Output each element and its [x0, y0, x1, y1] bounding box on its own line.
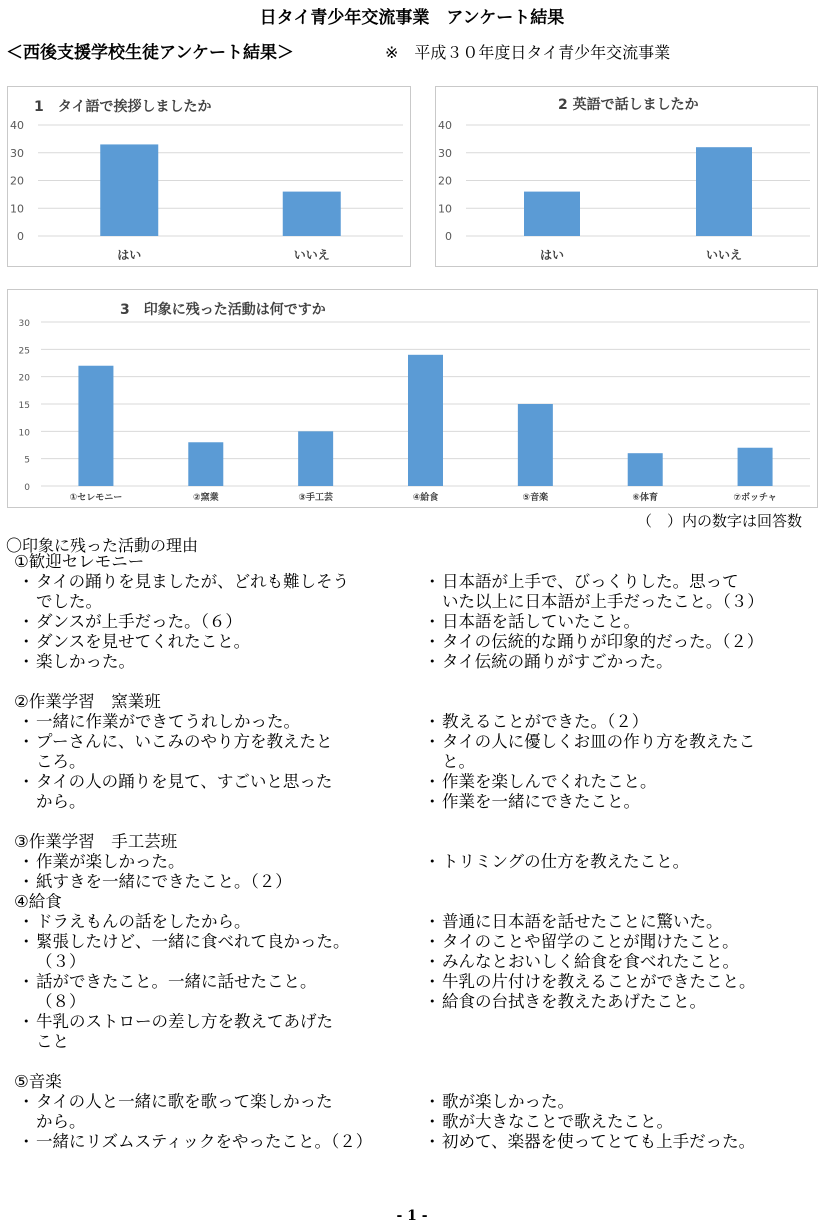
answer-count-note: （ ）内の数字は回答数 [636, 512, 802, 530]
y-tick-label: 30 [438, 146, 452, 160]
reason-item [18, 1012, 404, 1052]
reason-item [424, 732, 818, 772]
reason-item [18, 572, 404, 612]
reason-line: ・ 一緒にリズムスティックをやったこと。（２） [36, 1132, 373, 1151]
bar [408, 355, 443, 486]
y-tick-label: 20 [438, 174, 452, 188]
chart-memorable-activity [7, 289, 818, 508]
reason-line: から。 [36, 792, 86, 811]
reason-line: いた以上に日本語が上手だったこと。（３） [442, 592, 764, 611]
reason-line: ・ タイの人に優しくお皿の作り方を教えたこ [442, 732, 756, 751]
reason-item [18, 632, 404, 652]
reason-line: ・ タイのことや留学のことが聞けたこと。 [442, 932, 739, 951]
category-title: ①歓迎セレモニー [14, 552, 145, 571]
reasons-grid [6, 912, 818, 1052]
chart-greeting-thai [7, 86, 411, 267]
chart-title: 1 タイ語で挨拶しましたか [34, 99, 212, 115]
x-category-label: いいえ [293, 248, 330, 262]
reason-item [424, 792, 818, 812]
reason-item [18, 652, 404, 672]
reason-item [424, 992, 818, 1012]
reason-item [18, 772, 404, 812]
reason-line: ・ 教えることができた。（２） [442, 712, 649, 731]
bar [188, 442, 223, 486]
y-tick-label: 20 [10, 174, 24, 188]
reason-item [424, 1132, 818, 1152]
reason-line: ・ タイの踊りを見ましたが、どれも難しそう [36, 572, 350, 591]
y-tick-label: 40 [438, 119, 452, 132]
reason-line: ・ 初めて、楽器を使ってとても上手だった。 [442, 1132, 756, 1151]
reason-line: ・ 給食の台拭きを教えたあげたこと。 [442, 992, 706, 1011]
y-tick-label: 10 [18, 428, 30, 439]
chart-svg [436, 87, 819, 268]
chart-svg [8, 290, 819, 509]
reason-line: （３） [36, 952, 86, 971]
section-spacer [6, 812, 818, 832]
reasons-grid [6, 712, 818, 812]
chart-english-talk [435, 86, 818, 267]
reason-item [18, 712, 404, 732]
chart-svg [8, 87, 412, 268]
reason-item [18, 932, 404, 972]
bar [283, 192, 341, 236]
reason-line: ・ 楽しかった。 [36, 652, 135, 671]
reason-line: ・ タイの人の踊りを見て、すごいと思った [36, 772, 333, 791]
y-tick-label: 5 [24, 455, 30, 466]
reason-item [424, 652, 818, 672]
x-category-label: ⑥体育 [632, 493, 659, 503]
reason-line: ・ 日本語を話していたこと。 [442, 612, 640, 631]
reason-item [424, 912, 818, 932]
y-tick-label: 40 [10, 119, 24, 132]
reason-line: でした。 [36, 592, 102, 611]
reasons-left-column [6, 572, 412, 672]
bar [100, 144, 158, 236]
y-tick-label: 0 [24, 483, 30, 493]
reason-line: ・ みんなとおいしく給食を食べれたこと。 [442, 952, 739, 971]
category-title: ②作業学習 窯業班 [14, 692, 161, 711]
reason-line: こと [36, 1032, 69, 1051]
y-tick-label: 30 [10, 146, 24, 160]
reason-line: ・ 作業が楽しかった。 [36, 852, 185, 871]
reason-line: ・ 日本語が上手で、びっくりした。思って [442, 572, 739, 591]
reasons-left-column [6, 712, 412, 812]
y-tick-label: 20 [18, 373, 30, 384]
y-tick-label: 30 [18, 319, 30, 329]
reason-line: ・ ダンスが上手だった。（６） [36, 612, 242, 631]
document-title: 日タイ青少年交流事業 アンケート結果 [259, 8, 565, 28]
bar [738, 448, 773, 486]
reasons-section-title: 〇印象に残った活動の理由 [6, 536, 199, 555]
reason-line: と。 [442, 752, 475, 771]
reason-item [424, 932, 818, 952]
reason-line: ・ 緊張したけど、一緒に食べれて良かった。 [36, 932, 350, 951]
reasons-left-column [6, 852, 412, 892]
reason-item [424, 572, 818, 612]
section-spacer [6, 1052, 818, 1072]
header-note: ※ 平成３０年度日タイ青少年交流事業 [385, 43, 671, 62]
category-title: ④給食 [14, 892, 62, 911]
y-tick-label: 10 [10, 202, 24, 216]
y-tick-label: 25 [18, 346, 30, 357]
reason-item [18, 972, 404, 1012]
reason-item [424, 952, 818, 972]
reason-line: ・ 話ができたこと。一緒に話せたこと。 [36, 972, 317, 991]
bar [298, 431, 333, 486]
bar [696, 147, 752, 236]
chart-title: 3 印象に残った活動は何ですか [120, 302, 326, 318]
x-category-label: はい [117, 248, 142, 262]
reasons-right-column [412, 712, 818, 812]
reason-item [18, 852, 404, 872]
reasons-grid [6, 572, 818, 672]
bar [518, 404, 553, 486]
category-title: ⑤音楽 [14, 1072, 62, 1091]
reasons-right-column [412, 912, 818, 1052]
y-tick-label: 15 [18, 401, 30, 411]
reason-line: ・ トリミングの仕方を教えたこと。 [442, 852, 690, 871]
reason-item [18, 912, 404, 932]
reason-line: ・ 牛乳の片付けを教えることができたこと。 [442, 972, 756, 991]
x-category-label: ⑤音楽 [522, 493, 549, 503]
reason-item [424, 852, 818, 872]
reason-line: ・ 作業を楽しんでくれたこと。 [442, 772, 657, 791]
x-category-label: ⑦ボッチャ [733, 493, 777, 503]
reason-line: ・ 歌が楽しかった。 [442, 1092, 574, 1111]
reason-item [424, 712, 818, 732]
y-tick-label: 0 [445, 230, 452, 243]
reason-item [18, 872, 404, 892]
reason-line: ・ ドラえもんの話をしたから。 [36, 912, 251, 931]
reason-line: ・ 紙すきを一緒にできたこと。（２） [36, 872, 292, 891]
reason-item [18, 732, 404, 772]
reasons-grid [6, 1092, 818, 1152]
reasons-right-column [412, 572, 818, 672]
reason-line: ・ 牛乳のストローの差し方を教えてあげた [36, 1012, 333, 1031]
reason-line: ・ 作業を一緒にできたこと。 [442, 792, 640, 811]
reason-line: ころ。 [36, 752, 86, 771]
reason-line: ・ タイ伝統の踊りがすごかった。 [442, 652, 673, 671]
reason-item [18, 1092, 404, 1132]
reason-line: ・ ダンスを見せてくれたこと。 [36, 632, 251, 651]
x-category-label: はい [539, 248, 565, 262]
reason-item [18, 1132, 404, 1152]
reasons-left-column [6, 1092, 412, 1152]
reason-line: （８） [36, 992, 86, 1011]
school-heading: ＜西後支援学校生徒アンケート結果＞ [6, 43, 294, 63]
reason-item [424, 612, 818, 632]
reasons-list [6, 552, 818, 1152]
x-category-label: ④給食 [412, 493, 439, 503]
x-category-label: ②窯業 [192, 493, 219, 503]
reason-item [424, 972, 818, 992]
x-category-label: ③手工芸 [298, 493, 333, 503]
y-tick-label: 0 [17, 230, 24, 243]
reason-line: ・ 普通に日本語を話せたことに驚いた。 [442, 912, 723, 931]
reason-line: から。 [36, 1112, 86, 1131]
section-spacer [6, 672, 818, 692]
reason-item [424, 1112, 818, 1132]
page-number: - 1 - [396, 1208, 428, 1224]
chart-title: 2 英語で話しましたか [558, 97, 699, 113]
reason-item [424, 1092, 818, 1112]
reasons-left-column [6, 912, 412, 1052]
bar [78, 366, 113, 486]
category-title: ③作業学習 手工芸班 [14, 832, 178, 851]
reason-item [424, 772, 818, 792]
reason-line: ・ 一緒に作業ができてうれしかった。 [36, 712, 300, 731]
reason-line: ・ 歌が大きなことで歌えたこと。 [442, 1112, 673, 1131]
x-category-label: ①セレモニー [69, 493, 123, 503]
reason-line: ・ タイの伝統的な踊りが印象的だった。（２） [442, 632, 764, 651]
reasons-right-column [412, 1092, 818, 1152]
bar [628, 453, 663, 486]
bar [524, 192, 580, 236]
reason-line: ・ プーさんに、いこみのやり方を教えたと [36, 732, 333, 751]
reason-item [18, 612, 404, 632]
reasons-grid [6, 852, 818, 892]
reason-line: ・ タイの人と一緒に歌を歌って楽しかった [36, 1092, 333, 1111]
y-tick-label: 10 [438, 202, 452, 216]
reason-item [424, 632, 818, 652]
x-category-label: いいえ [705, 248, 743, 262]
reasons-right-column [412, 852, 818, 892]
